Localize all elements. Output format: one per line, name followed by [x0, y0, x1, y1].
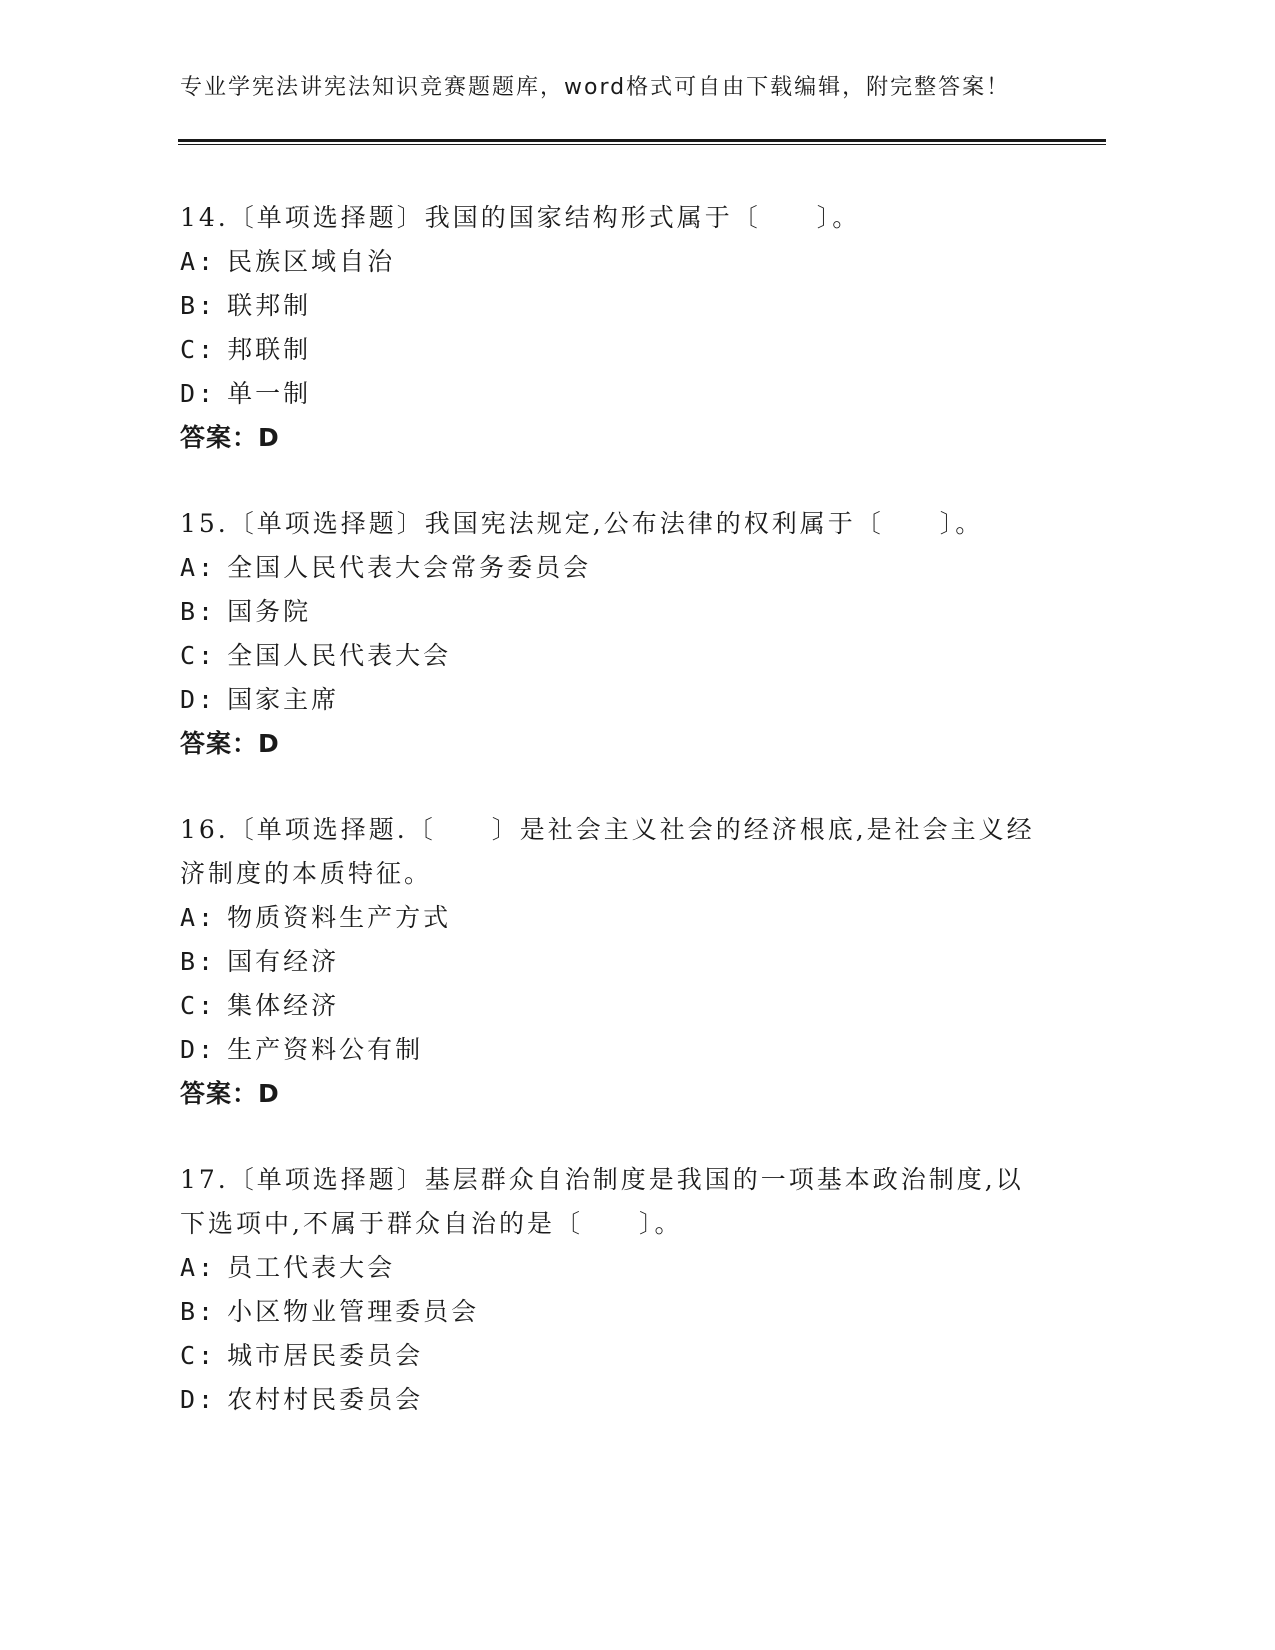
question-text: 下选项中,不属于群众自治的是〔 〕。 — [180, 1209, 683, 1238]
option-text: 民族区域自治 — [227, 247, 396, 276]
answer-option — [180, 1334, 1110, 1378]
answer-option — [180, 984, 1110, 1028]
option-text: 联邦制 — [227, 291, 312, 320]
header-rule-thin — [178, 144, 1106, 145]
option-letter: D: — [180, 685, 217, 714]
answer-option — [180, 1246, 1110, 1290]
answer-option — [180, 284, 1110, 328]
answer-option — [180, 678, 1110, 722]
option-letter: C: — [180, 641, 217, 670]
answer-option — [180, 1028, 1110, 1072]
page-header: 专业学宪法讲宪法知识竞赛题题库，word格式可自由下载编辑，附完整答案！ — [180, 75, 1011, 100]
option-letter: D: — [180, 1385, 217, 1414]
answer-option — [180, 240, 1110, 284]
question-list — [180, 196, 1110, 1464]
answer-option — [180, 1290, 1110, 1334]
answer-option — [180, 590, 1110, 634]
option-letter: B: — [180, 291, 217, 320]
answer-key: 答案：D — [180, 423, 280, 452]
question-block — [180, 196, 1110, 460]
header-rule-thick — [178, 139, 1106, 142]
option-text: 农村村民委员会 — [227, 1385, 424, 1414]
option-text: 国务院 — [227, 597, 312, 626]
option-letter: B: — [180, 1297, 217, 1326]
option-letter: A: — [180, 553, 217, 582]
answer-option — [180, 372, 1110, 416]
answer-key: 答案：D — [180, 729, 280, 758]
question-text: 16.〔单项选择题.〔 〕是社会主义社会的经济根底,是社会主义经 — [180, 815, 1035, 844]
option-text: 邦联制 — [227, 335, 312, 364]
option-letter: D: — [180, 379, 217, 408]
question-block — [180, 808, 1110, 1116]
option-text: 单一制 — [227, 379, 312, 408]
option-letter: A: — [180, 903, 217, 932]
option-letter: B: — [180, 947, 217, 976]
option-text: 集体经济 — [227, 991, 340, 1020]
option-text: 物质资料生产方式 — [227, 903, 452, 932]
option-text: 全国人民代表大会常务委员会 — [227, 553, 592, 582]
option-text: 员工代表大会 — [227, 1253, 396, 1282]
option-text: 生产资料公有制 — [227, 1035, 424, 1064]
answer-option — [180, 940, 1110, 984]
option-letter: B: — [180, 597, 217, 626]
answer-option — [180, 634, 1110, 678]
answer-option — [180, 546, 1110, 590]
question-block — [180, 502, 1110, 766]
answer-option — [180, 1378, 1110, 1422]
question-text: 济制度的本质特征。 — [180, 859, 433, 888]
question-text: 17.〔单项选择题〕基层群众自治制度是我国的一项基本政治制度,以 — [180, 1165, 1024, 1194]
option-letter: C: — [180, 991, 217, 1020]
question-block — [180, 1158, 1110, 1422]
option-letter: C: — [180, 1341, 217, 1370]
option-letter: A: — [180, 1253, 217, 1282]
answer-option — [180, 328, 1110, 372]
option-text: 全国人民代表大会 — [227, 641, 452, 670]
answer-option — [180, 896, 1110, 940]
option-letter: C: — [180, 335, 217, 364]
option-text: 小区物业管理委员会 — [227, 1297, 480, 1326]
question-text: 15.〔单项选择题〕我国宪法规定,公布法律的权利属于〔 〕。 — [180, 509, 984, 538]
option-letter: D: — [180, 1035, 217, 1064]
answer-key: 答案：D — [180, 1079, 280, 1108]
option-text: 城市居民委员会 — [227, 1341, 424, 1370]
option-text: 国有经济 — [227, 947, 340, 976]
option-text: 国家主席 — [227, 685, 340, 714]
option-letter: A: — [180, 247, 217, 276]
question-text: 14.〔单项选择题〕我国的国家结构形式属于〔 〕。 — [180, 203, 861, 232]
